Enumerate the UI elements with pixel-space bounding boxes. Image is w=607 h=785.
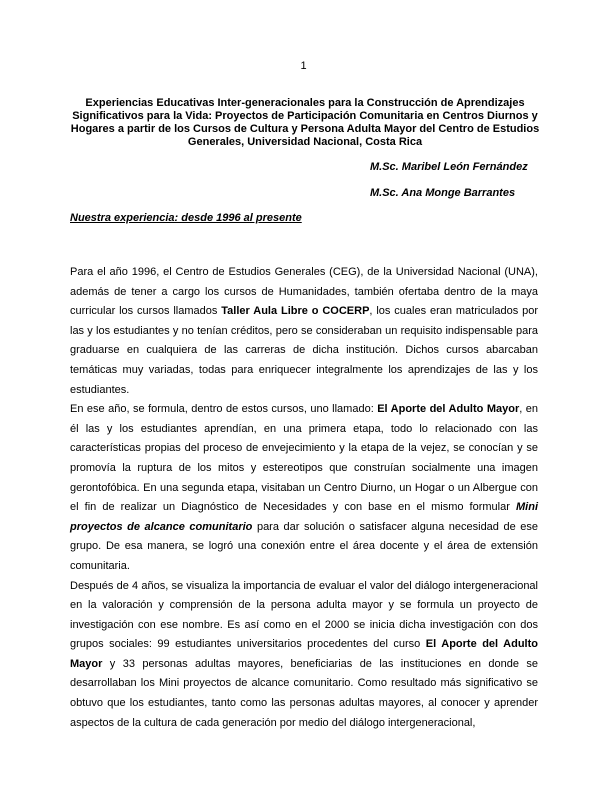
paragraph-text: En ese año, se formula, dentro de estos cursos, uno llamado: — [70, 403, 378, 416]
bold-course-name: El Aporte del Adulto Mayor — [70, 638, 538, 670]
document-title: Experiencias Educativas Inter-generacionales para la Construcción de Aprendizajes Significativos para la Vida: Proyectos de Participación Comunitaria en Centros Diurnos y Hogares a partir de los Cursos de Cultura y Persona Adulta Mayor del Centro de Estudios Generales, Universidad Nacional, Costa Rica — [70, 97, 540, 148]
paragraph-text: Después de 4 años, se visualiza la importancia de evaluar el valor del diálogo intergeneracional en la valoración y comprensión de la persona adulta mayor y se formula un proyecto de investigación con ese nombre. Es así como en el 2000 se inicia dicha investigación con dos grupos sociales: 99 estudiantes universitarios procedentes del curso — [70, 579, 538, 651]
section-heading: Nuestra experiencia: desde 1996 al presente — [70, 212, 302, 224]
bold-course-name: El Aporte del Adulto Mayor — [377, 403, 520, 416]
paragraph-text: Para el año 1996, el Centro de Estudios Generales (CEG), de la Universidad Nacional (UNA), además de tener a cargo los cursos de Humanidades, también ofertaba dentro de la maya curricular los cursos llamados — [70, 266, 538, 318]
bold-italic-project-name: Mini proyectos de alcance comunitario — [70, 501, 538, 533]
author-2: M.Sc. Ana Monge Barrantes — [370, 187, 516, 199]
paragraph-text: , en él las y los estudiantes aprendían, en una primera etapa, todo lo relacionado con las características propias del proceso de envejecimiento y la etapa de la vejez, se conocían y se promovía la ruptura de los mitos y estereotipos que construían socialmente una imagen gerontofóbica. En una segunda etapa, visitaban un Centro Diurno, un Hogar o un Albergue con el fin de realizar un Diagnóstico de Necesidades y con base en el mismo formular — [70, 403, 538, 514]
paragraph-1 — [70, 263, 538, 400]
paragraph-2 — [70, 400, 538, 576]
paragraph-3 — [70, 577, 538, 734]
bold-course-name: Taller Aula Libre o COCERP — [221, 305, 370, 318]
paragraph-text: , los cuales eran matriculados por las y los estudiantes y no tenían créditos, pero se consideraban un requisito indispensable para graduarse en cualquiera de las carreras de dicha institución. Dichos cursos abarcaban temáticas muy variadas, todas para enriquecer integralmente los aprendizajes de las y los estudiantes. — [70, 305, 539, 396]
paragraph-text: para dar solución o satisfacer alguna necesidad de ese grupo. De esa manera, se logró una conexión entre el área docente y el área de extensión comunitaria. — [70, 520, 539, 572]
body-text — [70, 263, 538, 733]
author-1: M.Sc. Maribel León Fernández — [370, 161, 528, 173]
paragraph-text: y 33 personas adultas mayores, beneficiarias de las instituciones en donde se desarrollaban los Mini proyectos de alcance comunitario. Como resultado más significativo se obtuvo que los estudiantes, tanto como las personas adultas mayores, al conocer y aprender aspectos de la cultura de cada generación por medio del diálogo intergeneracional, — [70, 657, 538, 729]
page-number: 1 — [300, 60, 307, 72]
